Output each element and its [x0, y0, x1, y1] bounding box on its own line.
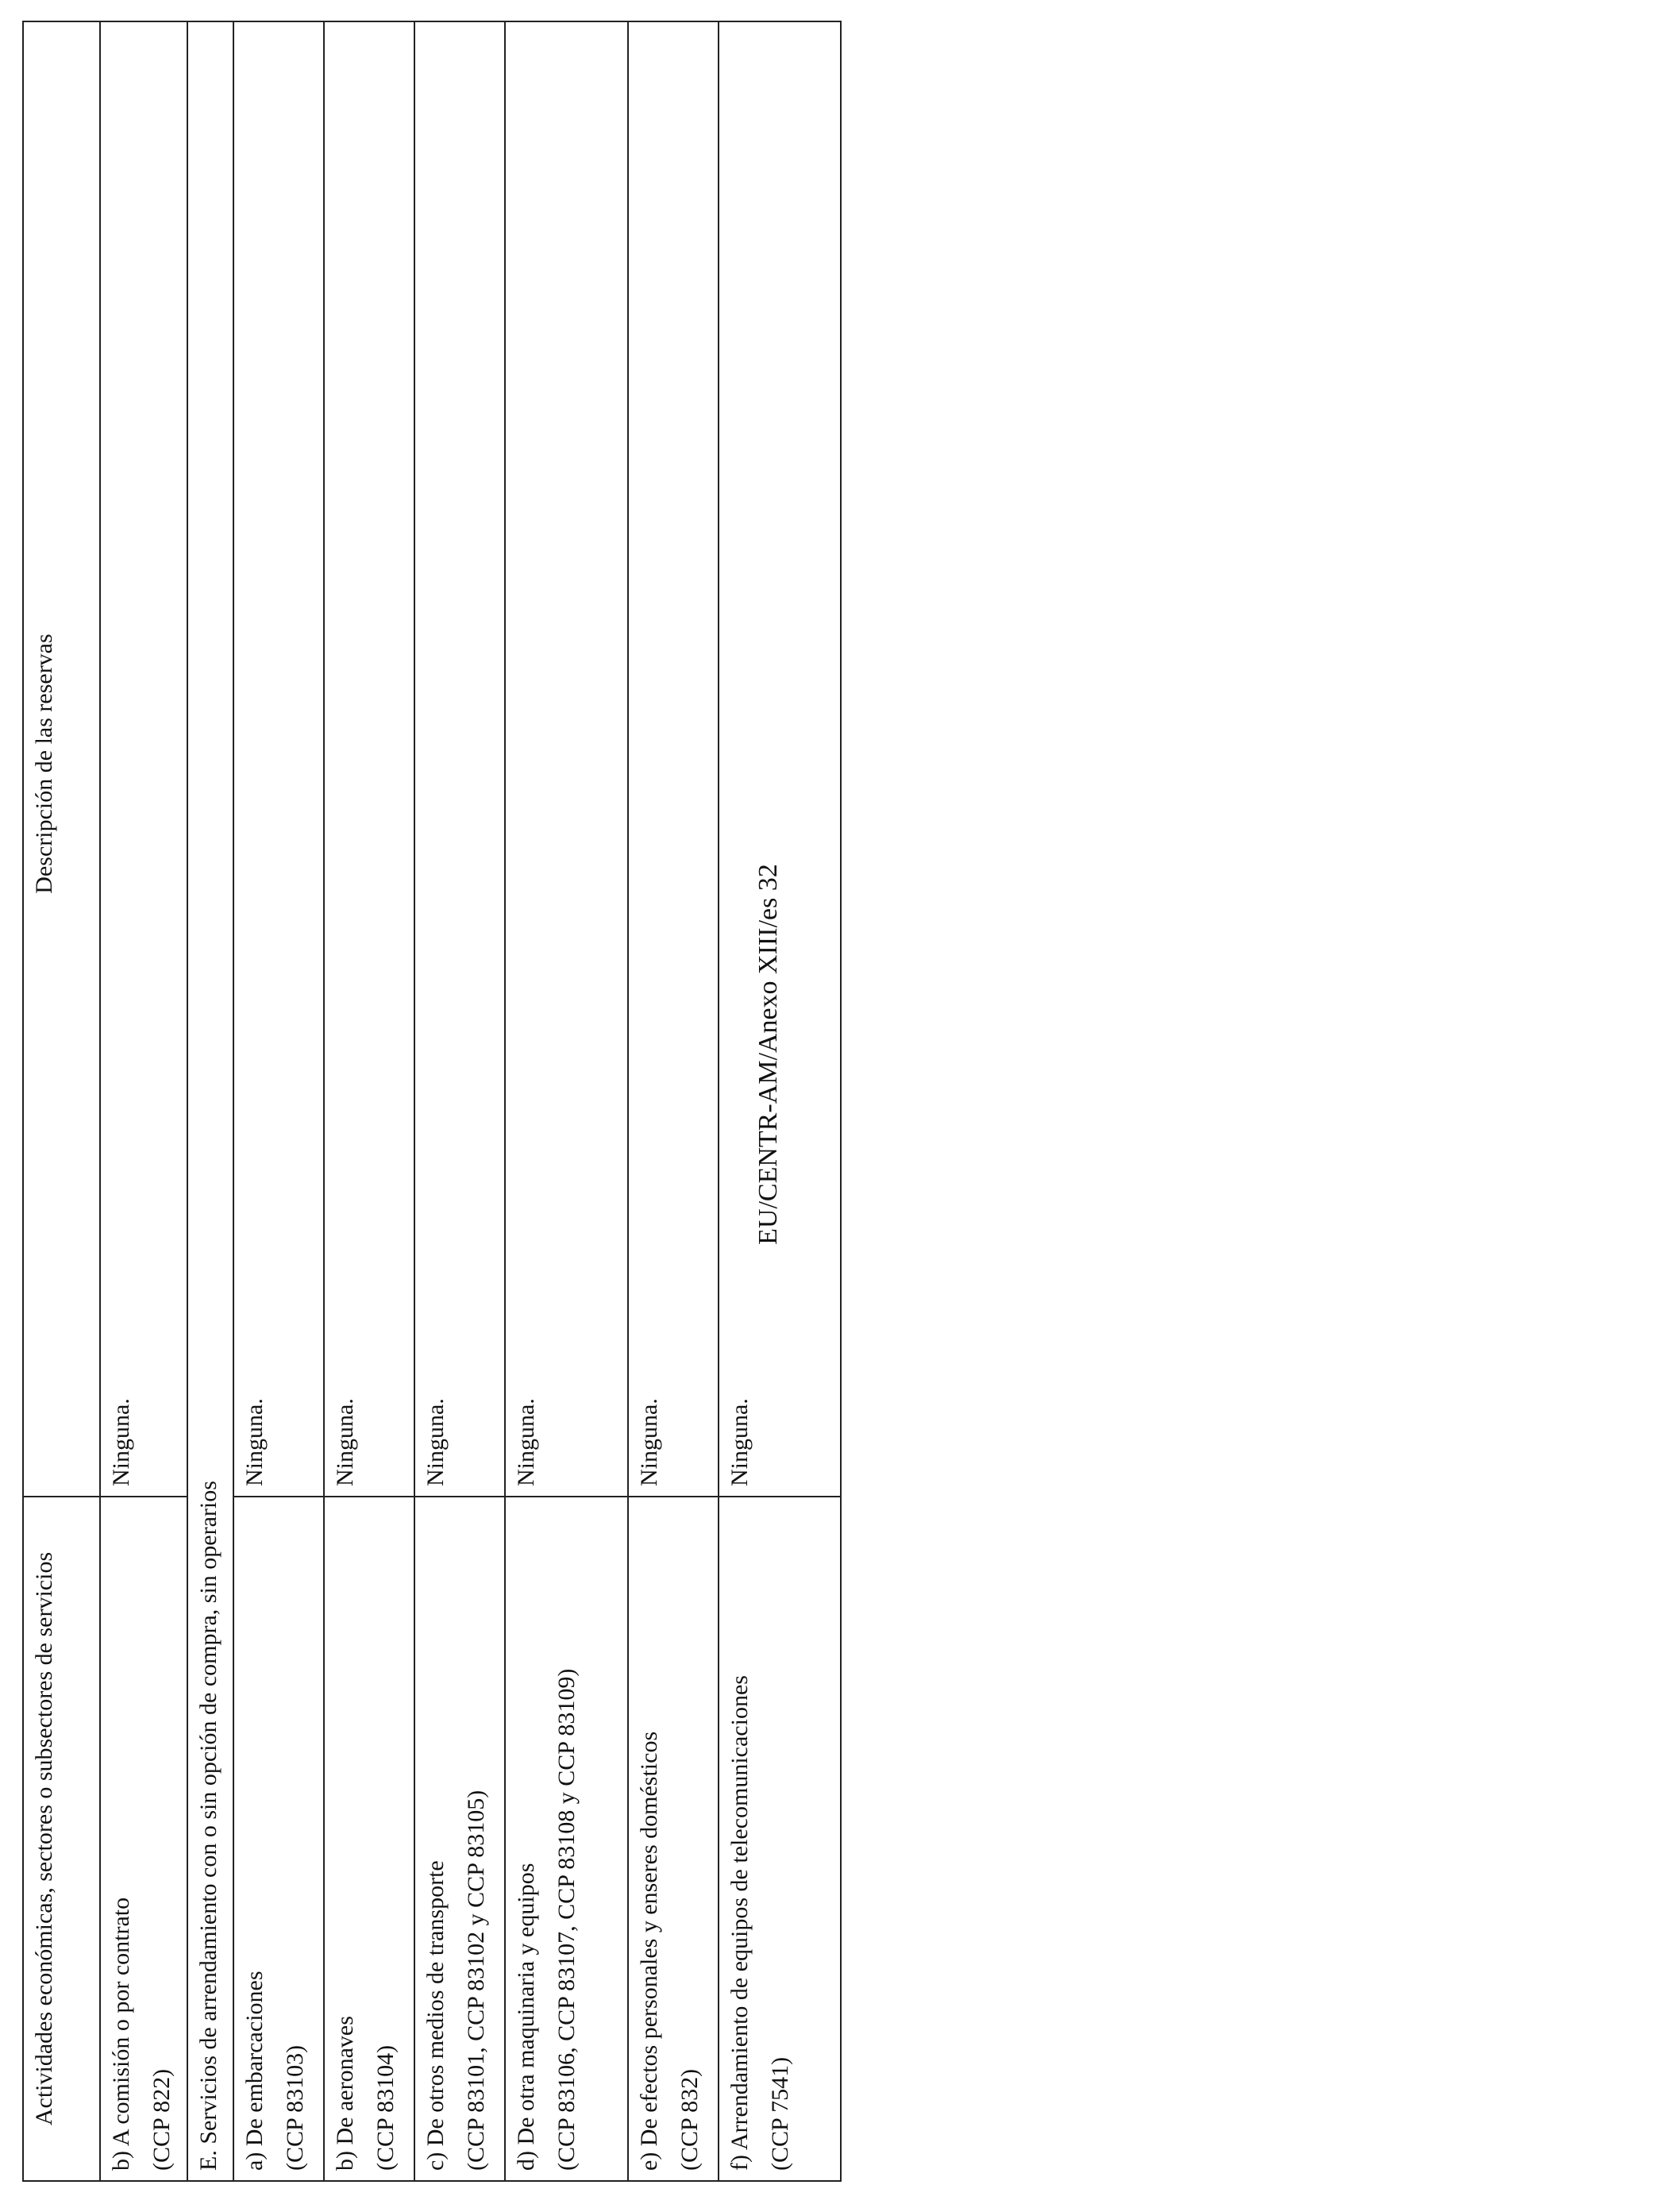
header-description: Descripción de las reservas	[23, 21, 100, 1497]
reservations-table	[22, 21, 842, 2182]
activity-name: d) De otra maquinaria y equipos	[513, 1863, 539, 2171]
activity-name: a) De embarcaciones	[241, 1971, 268, 2171]
activity-code: (CCP 83106, CCP 83107, CCP 83108 y CCP 83109)	[553, 1668, 580, 2171]
activity-name: b) A comisión o por contrato	[108, 1897, 134, 2171]
activity-name: b) De aeronaves	[332, 2016, 358, 2171]
activity-name: f) Arrendamiento de equipos de telecomunicaciones	[726, 1675, 753, 2171]
description-cell: Ninguna.	[324, 21, 414, 1497]
activity-code: (CCP 7541)	[766, 2056, 793, 2171]
description-cell: Ninguna.	[628, 21, 719, 1497]
activity-name: c) De otros medios de transporte	[422, 1860, 449, 2171]
activity-cell	[719, 1497, 841, 2181]
section-heading: E. Servicios de arrendamiento con o sin opción de compra, sin operarios	[187, 21, 233, 2181]
header-activity: Actividades económicas, sectores o subsectores de servicios	[23, 1497, 100, 2181]
rotated-page	[22, 22, 848, 2182]
description-cell: Ninguna.	[233, 21, 324, 1497]
activity-code: (CCP 83101, CCP 83102 y CCP 83105)	[462, 1790, 489, 2171]
activity-name: e) De efectos personales y enseres domésticos	[636, 1731, 662, 2171]
activity-cell	[414, 1497, 505, 2181]
description-cell: Ninguna.	[505, 21, 628, 1497]
section-row	[187, 21, 233, 2181]
description-cell: Ninguna.	[100, 21, 187, 1497]
activity-code: (CCP 822)	[148, 2068, 175, 2171]
activity-code: (CCP 83103)	[281, 2044, 308, 2171]
activity-cell	[324, 1497, 414, 2181]
activity-cell	[233, 1497, 324, 2181]
activity-cell	[100, 1497, 187, 2181]
activity-cell	[628, 1497, 719, 2181]
table-row	[100, 21, 187, 2181]
description-cell: Ninguna.	[719, 21, 841, 1497]
activity-code: (CCP 83104)	[372, 2044, 399, 2171]
table-row	[414, 21, 505, 2181]
activity-code: (CCP 832)	[676, 2068, 703, 2171]
description-cell: Ninguna.	[414, 21, 505, 1497]
table-row	[324, 21, 414, 2181]
table-header-row	[23, 21, 100, 2181]
activity-cell	[505, 1497, 628, 2181]
table-row	[505, 21, 628, 2181]
table-row	[628, 21, 719, 2181]
table-row	[233, 21, 324, 2181]
page-footer: EU/CENTR-AM/Anexo XIII/es 32	[753, 864, 783, 1245]
